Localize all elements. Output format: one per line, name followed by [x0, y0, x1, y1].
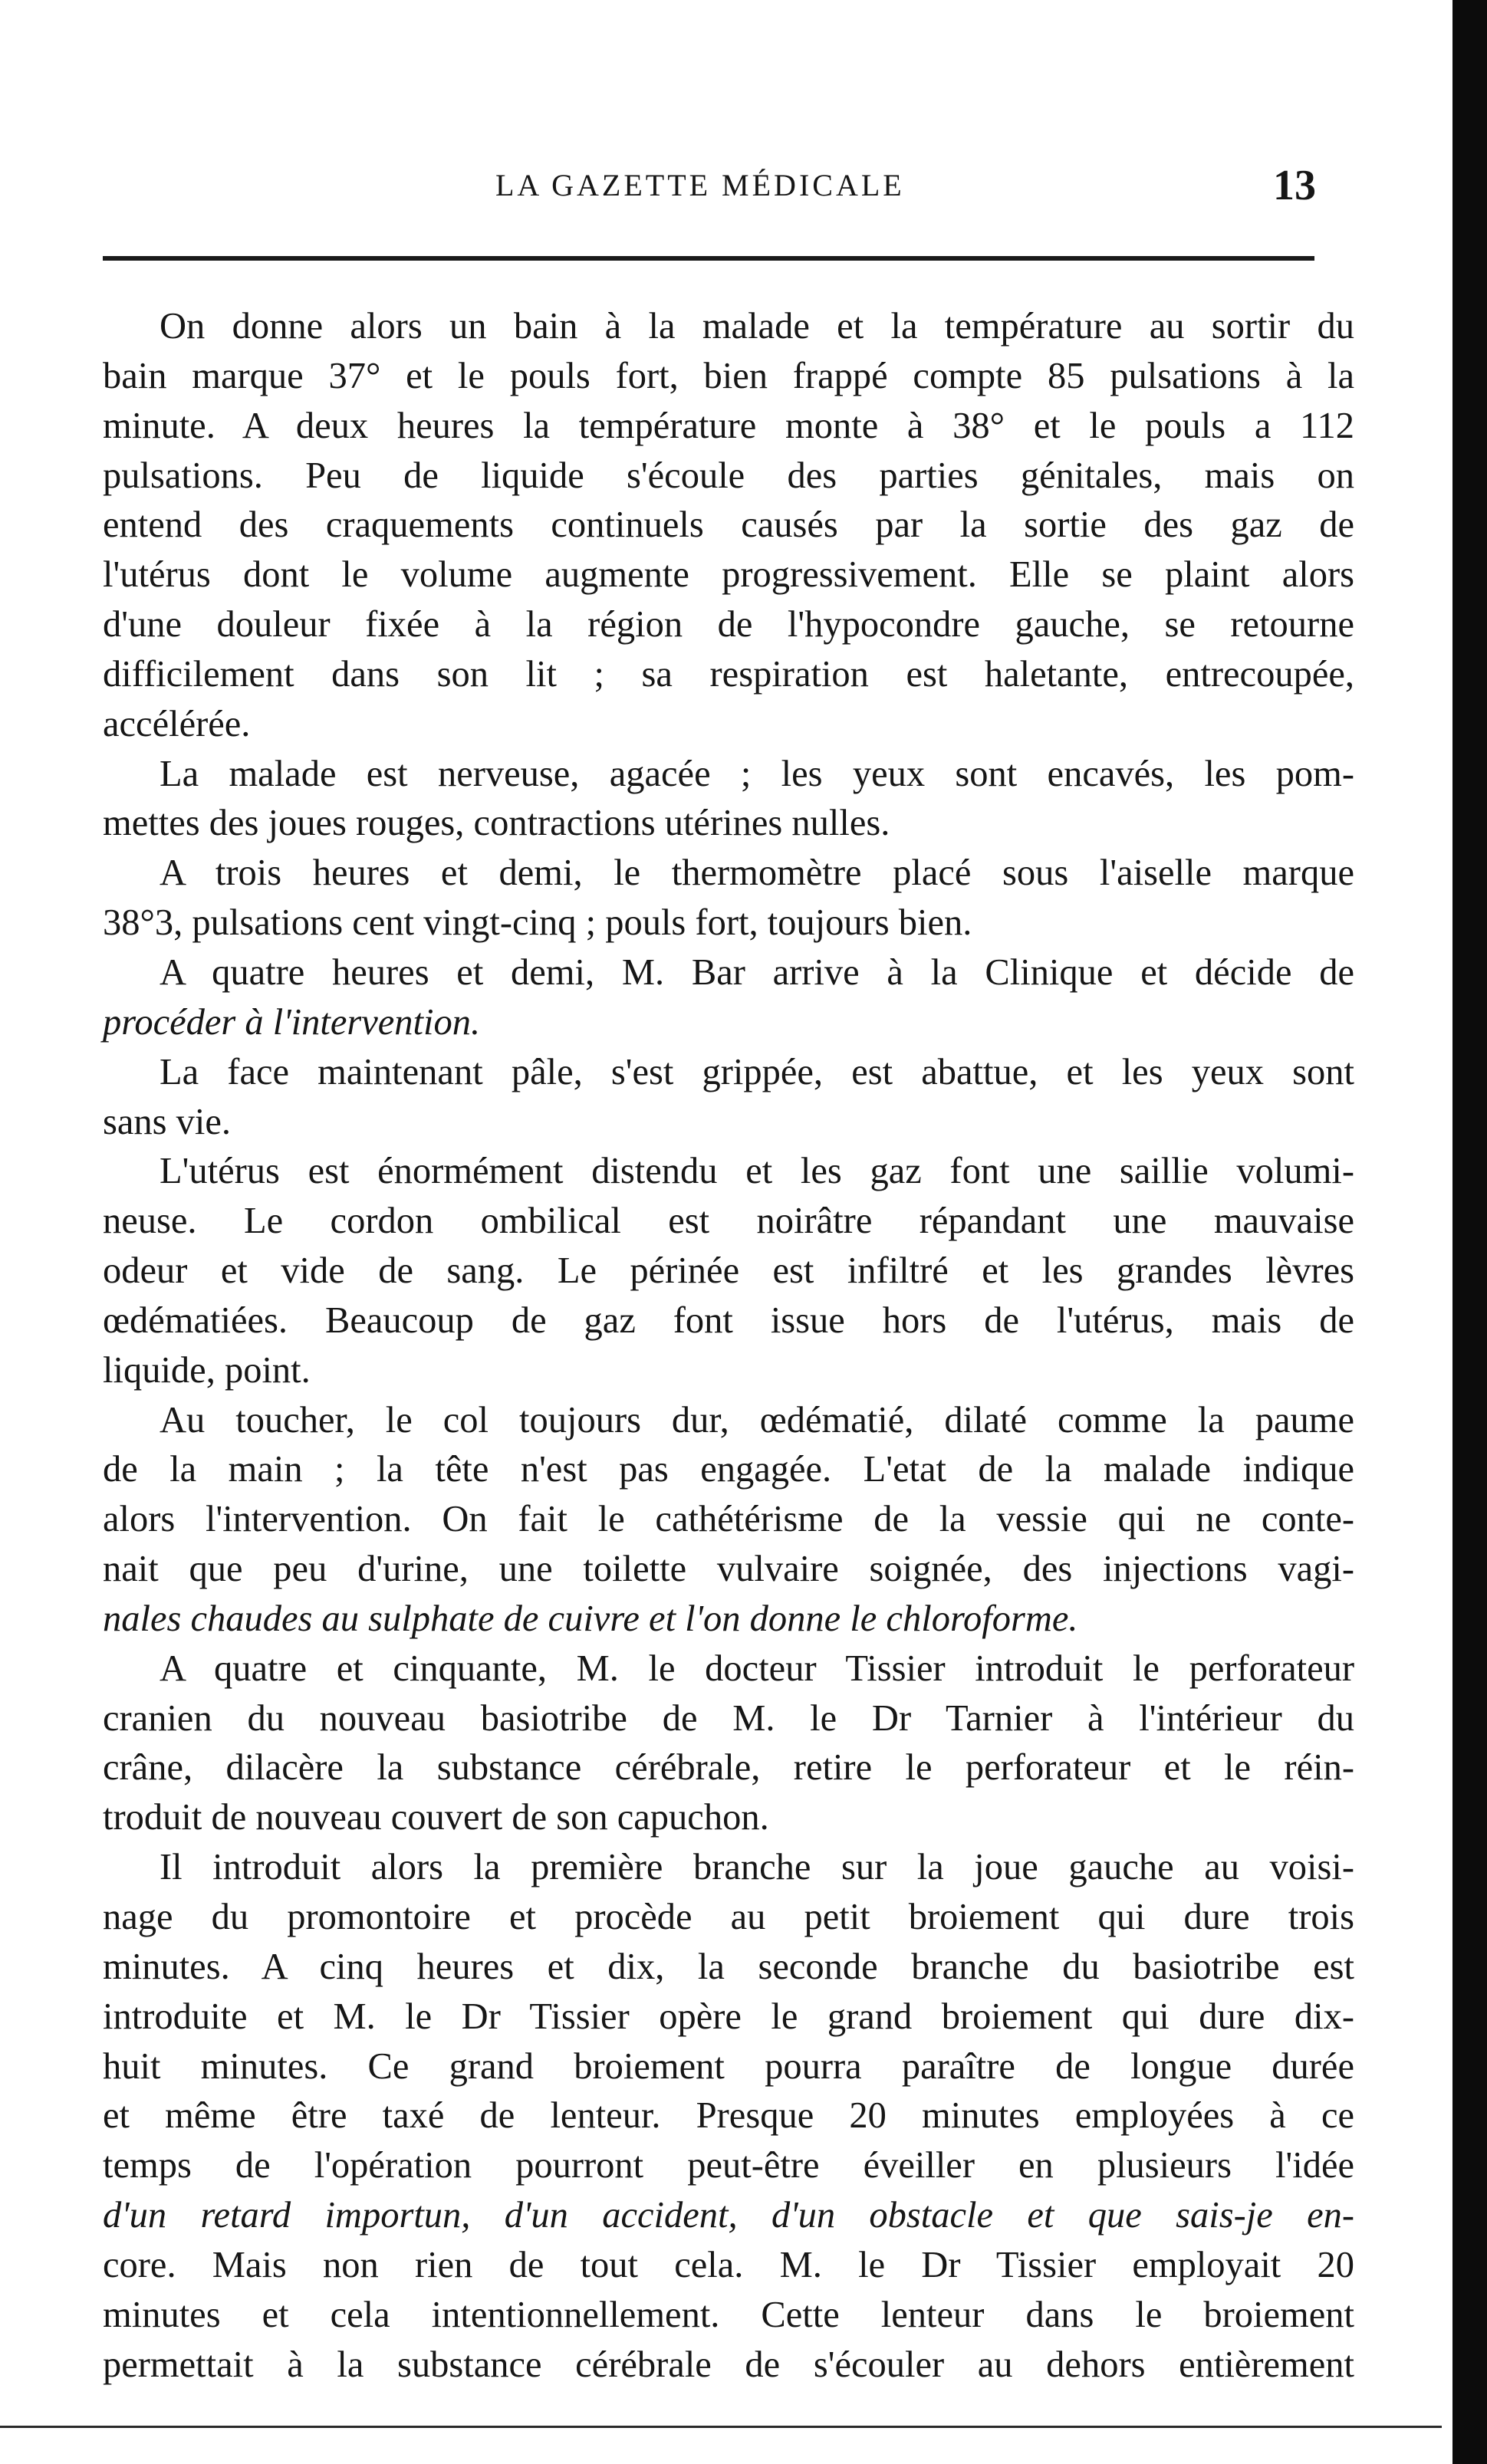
text-line: pulsations. Peu de liquide s'écoule des parties génitales, mais on — [103, 455, 1354, 496]
text-line: d'un retard importun, d'un accident, d'un obstacle et que sais-je en- — [103, 2195, 1354, 2236]
paragraph — [103, 849, 1354, 948]
text-line: l'utérus dont le volume augmente progressivement. Elle se plaint alors — [103, 554, 1354, 596]
header-rule — [103, 256, 1314, 261]
text-line: liquide, point. — [103, 1349, 311, 1391]
text-line: Au toucher, le col toujours dur, œdématié, dilaté comme la paume — [160, 1399, 1354, 1441]
text-line: La face maintenant pâle, s'est grippée, est abattue, et les yeux sont — [160, 1051, 1354, 1092]
text-line: difficilement dans son lit ; sa respiration est haletante, entrecoupée, — [103, 653, 1354, 695]
page-edge-shadow — [1452, 0, 1487, 2464]
footer-rule — [0, 2426, 1442, 2428]
text-line: core. Mais non rien de tout cela. M. le Dr Tissier employait 20 — [103, 2244, 1354, 2285]
text-line: temps de l'opération pourront peut-être éveiller en plusieurs l'idée — [103, 2145, 1354, 2186]
text-line: L'utérus est énormément distendu et les gaz font une saillie volumi- — [160, 1151, 1354, 1192]
text-line: minute. A deux heures la température monte à 38° et le pouls a 112 — [103, 405, 1354, 446]
paragraph — [103, 1147, 1354, 1395]
paragraph — [103, 1843, 1354, 2390]
text-line: minutes. A cinq heures et dix, la seconde branche du basiotribe est — [103, 1946, 1354, 1987]
text-line: nage du promontoire et procède au petit broiement qui dure trois — [103, 1897, 1354, 1937]
text-line: permettait à la substance cérébrale de s'écouler au dehors entièrement — [103, 2344, 1354, 2385]
paragraph — [103, 1048, 1354, 1148]
text-line: huit minutes. Ce grand broiement pourra paraître de longue durée — [103, 2045, 1354, 2087]
text-line: La malade est nerveuse, agacée ; les yeux sont encavés, les pom- — [160, 753, 1354, 794]
text-line: bain marque 37° et le pouls fort, bien frappé compte 85 pulsations à la — [103, 355, 1354, 396]
text-line: mettes des joues rouges, contractions utérines nulles. — [103, 803, 890, 844]
text-line: alors l'intervention. On fait le cathétérisme de la vessie qui ne conte- — [103, 1499, 1354, 1540]
text-line: Il introduit alors la première branche sur la joue gauche au voisi- — [160, 1847, 1354, 1888]
text-line: accélérée. — [103, 703, 251, 744]
text-line: On donne alors un bain à la malade et la température au sortir du — [160, 306, 1354, 347]
text-line: odeur et vide de sang. Le périnée est infiltré et les grandes lèvres — [103, 1250, 1354, 1292]
text-line: procéder à l'intervention. — [103, 1001, 481, 1043]
text-line: entend des craquements continuels causés par la sortie des gaz de — [103, 504, 1354, 546]
paragraph — [103, 1644, 1354, 1843]
text-line: A trois heures et demi, le thermomètre placé sous l'aiselle marque — [160, 853, 1354, 894]
text-line: et même être taxé de lenteur. Presque 20 minutes employées à ce — [103, 2095, 1354, 2137]
page-number: 13 — [1273, 162, 1316, 209]
text-line: crâne, dilacère la substance cérébrale, retire le perforateur et le réin- — [103, 1747, 1354, 1789]
text-line: neuse. Le cordon ombilical est noirâtre répandant une mauvaise — [103, 1201, 1354, 1242]
text-line: minutes et cela intentionnellement. Cette lenteur dans le broiement — [103, 2294, 1354, 2335]
text-line: de la main ; la tête n'est pas engagée. L'etat de la malade indique — [103, 1449, 1354, 1490]
text-line: A quatre et cinquante, M. le docteur Tissier introduit le perforateur — [160, 1648, 1354, 1689]
text-line: A quatre heures et demi, M. Bar arrive à la Clinique et décide de — [160, 951, 1354, 993]
text-line: troduit de nouveau couvert de son capuchon. — [103, 1797, 769, 1838]
body-text — [103, 302, 1354, 2390]
text-line: nales chaudes au sulphate de cuivre et l'on donne le chloroforme. — [103, 1598, 1078, 1639]
paragraph — [103, 302, 1354, 750]
running-head: LA GAZETTE MÉDICALE — [495, 168, 905, 202]
text-line: œdématiées. Beaucoup de gaz font issue hors de l'utérus, mais de — [103, 1299, 1354, 1341]
paragraph — [103, 948, 1354, 1048]
text-line: sans vie. — [103, 1101, 232, 1142]
text-line: 38°3, pulsations cent vingt-cinq ; pouls fort, toujours bien. — [103, 902, 972, 944]
paragraph — [103, 750, 1354, 849]
paragraph — [103, 1396, 1354, 1644]
text-line: nait que peu d'urine, une toilette vulvaire soignée, des injections vagi- — [103, 1549, 1354, 1590]
text-line: d'une douleur fixée à la région de l'hypocondre gauche, se retourne — [103, 604, 1354, 646]
text-line: cranien du nouveau basiotribe de M. le Dr Tarnier à l'intérieur du — [103, 1697, 1354, 1739]
text-line: introduite et M. le Dr Tissier opère le grand broiement qui dure dix- — [103, 1996, 1354, 2037]
